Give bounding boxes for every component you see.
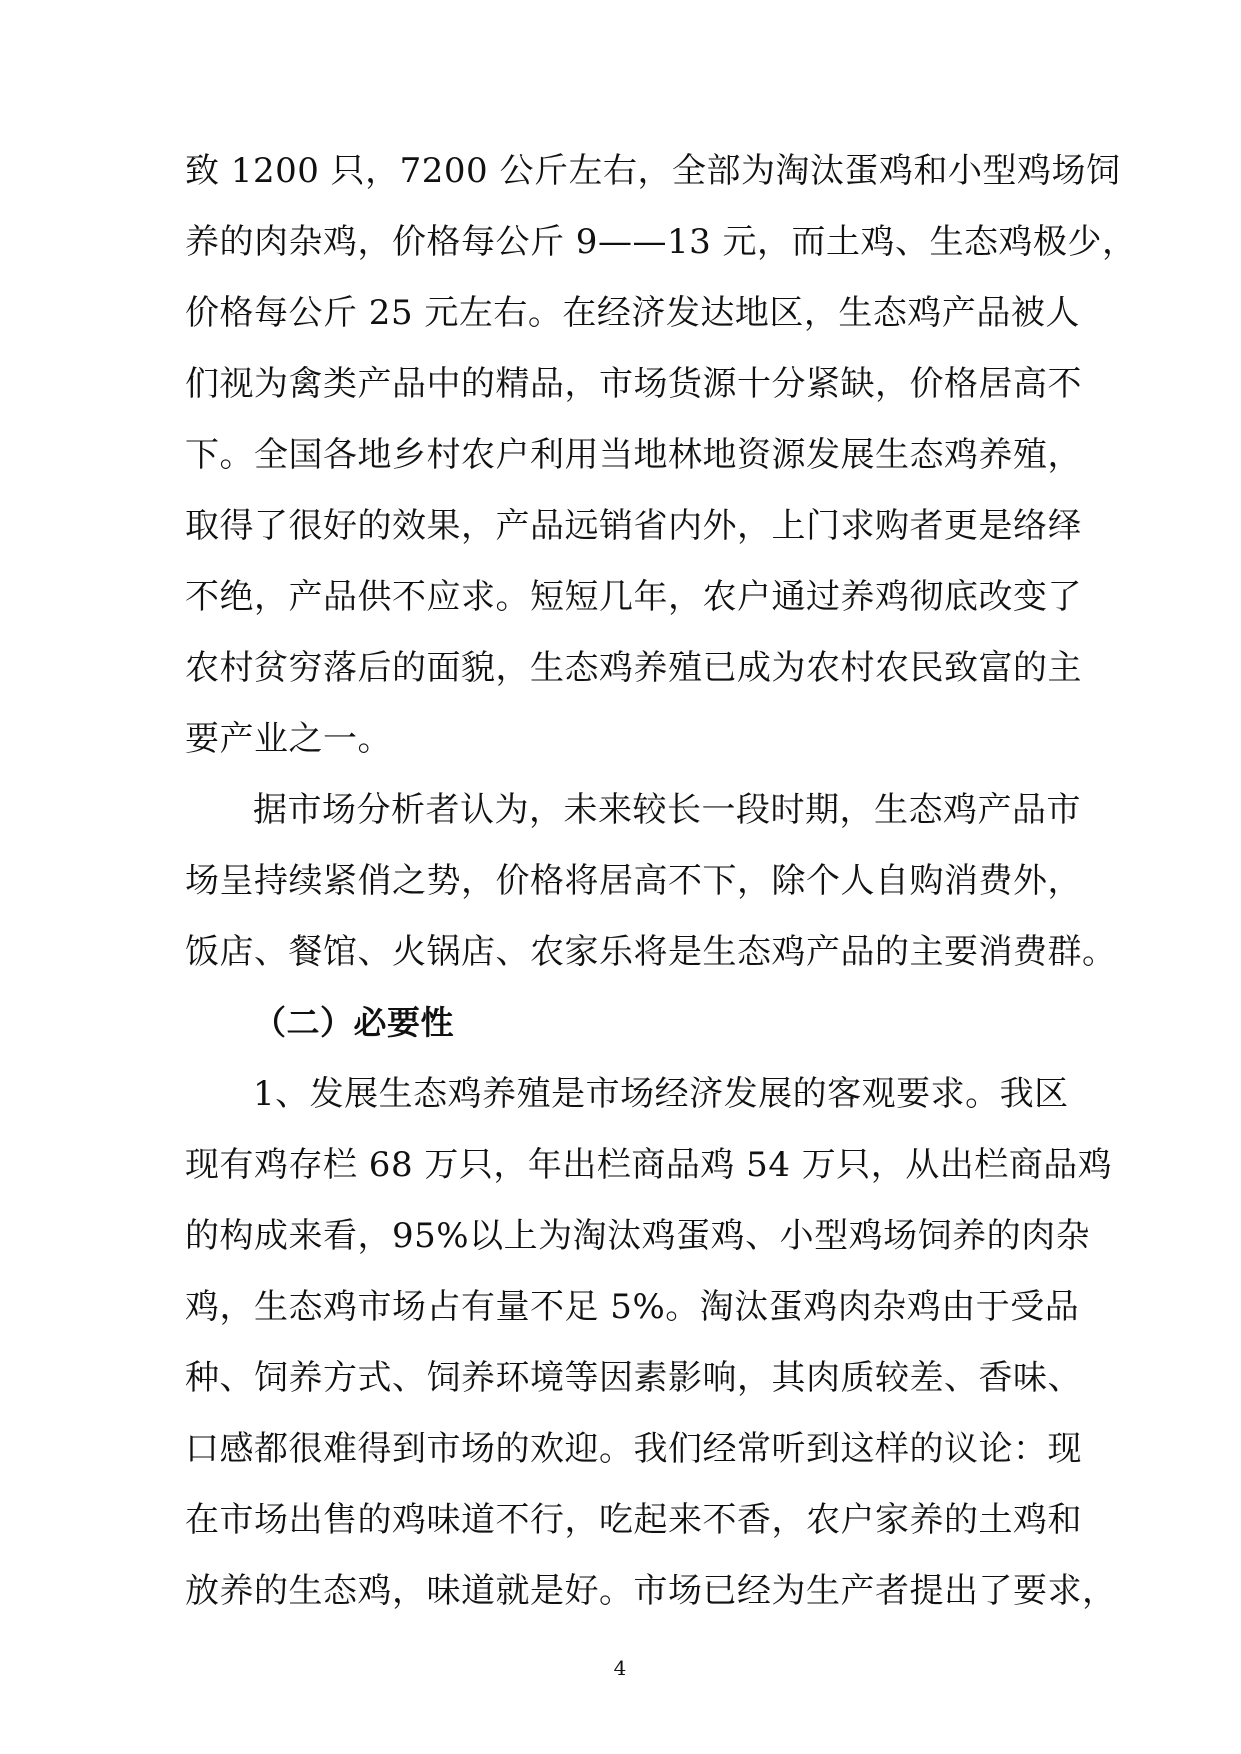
paragraph-3-line-8: 放养的生态鸡，味道就是好。市场已经为生产者提出了要求，	[185, 1571, 1117, 1611]
paragraph-1-line-3: 价格每公斤 25 元左右。在经济发达地区，生态鸡产品被人	[185, 293, 1080, 333]
paragraph-1-line-2: 养的肉杂鸡，价格每公斤 9——13 元，而土鸡、生态鸡极少，	[185, 222, 1137, 262]
paragraph-2-line-2: 场呈持续紧俏之势，价格将居高不下，除个人自购消费外，	[185, 861, 1082, 901]
paragraph-1-line-8: 农村贫穷落后的面貌，生态鸡养殖已成为农村农民致富的主	[185, 648, 1082, 688]
paragraph-3-line-2: 现有鸡存栏 68 万只，年出栏商品鸡 54 万只，从出栏商品鸡	[185, 1145, 1113, 1185]
paragraph-3-line-5: 种、饲养方式、饲养环境等因素影响，其肉质较差、香味、	[185, 1358, 1082, 1398]
paragraph-2-line-3: 饭店、餐馆、火锅店、农家乐将是生态鸡产品的主要消费群。	[185, 932, 1117, 972]
paragraph-1-line-1: 致 1200 只，7200 公斤左右，全部为淘汰蛋鸡和小型鸡场饲	[185, 151, 1121, 191]
paragraph-3-line-6: 口感都很难得到市场的欢迎。我们经常听到这样的议论：现	[185, 1429, 1082, 1469]
paragraph-2-line-1: 据市场分析者认为，未来较长一段时期，生态鸡产品市	[253, 790, 1081, 830]
paragraph-3-line-1: 1、发展生态鸡养殖是市场经济发展的客观要求。我区	[253, 1074, 1069, 1114]
paragraph-1-line-4: 们视为禽类产品中的精品，市场货源十分紧缺，价格居高不	[185, 364, 1082, 404]
page-number: 4	[613, 1656, 627, 1680]
paragraph-3-line-7: 在市场出售的鸡味道不行，吃起来不香，农户家养的土鸡和	[185, 1500, 1082, 1540]
paragraph-3-line-4: 鸡，生态鸡市场占有量不足 5%。淘汰蛋鸡肉杂鸡由于受品	[185, 1287, 1080, 1327]
paragraph-1-line-7: 不绝，产品供不应求。短短几年，农户通过养鸡彻底改变了	[185, 577, 1082, 617]
paragraph-1-line-5: 下。全国各地乡村农户利用当地林地资源发展生态鸡养殖，	[185, 435, 1082, 475]
paragraph-1-line-6: 取得了很好的效果，产品远销省内外，上门求购者更是络绎	[185, 506, 1082, 546]
paragraph-1-line-9: 要产业之一。	[185, 719, 392, 759]
paragraph-3-line-3: 的构成来看，95%以上为淘汰鸡蛋鸡、小型鸡场饲养的肉杂	[185, 1216, 1091, 1256]
section-heading: （二）必要性	[253, 1003, 454, 1042]
